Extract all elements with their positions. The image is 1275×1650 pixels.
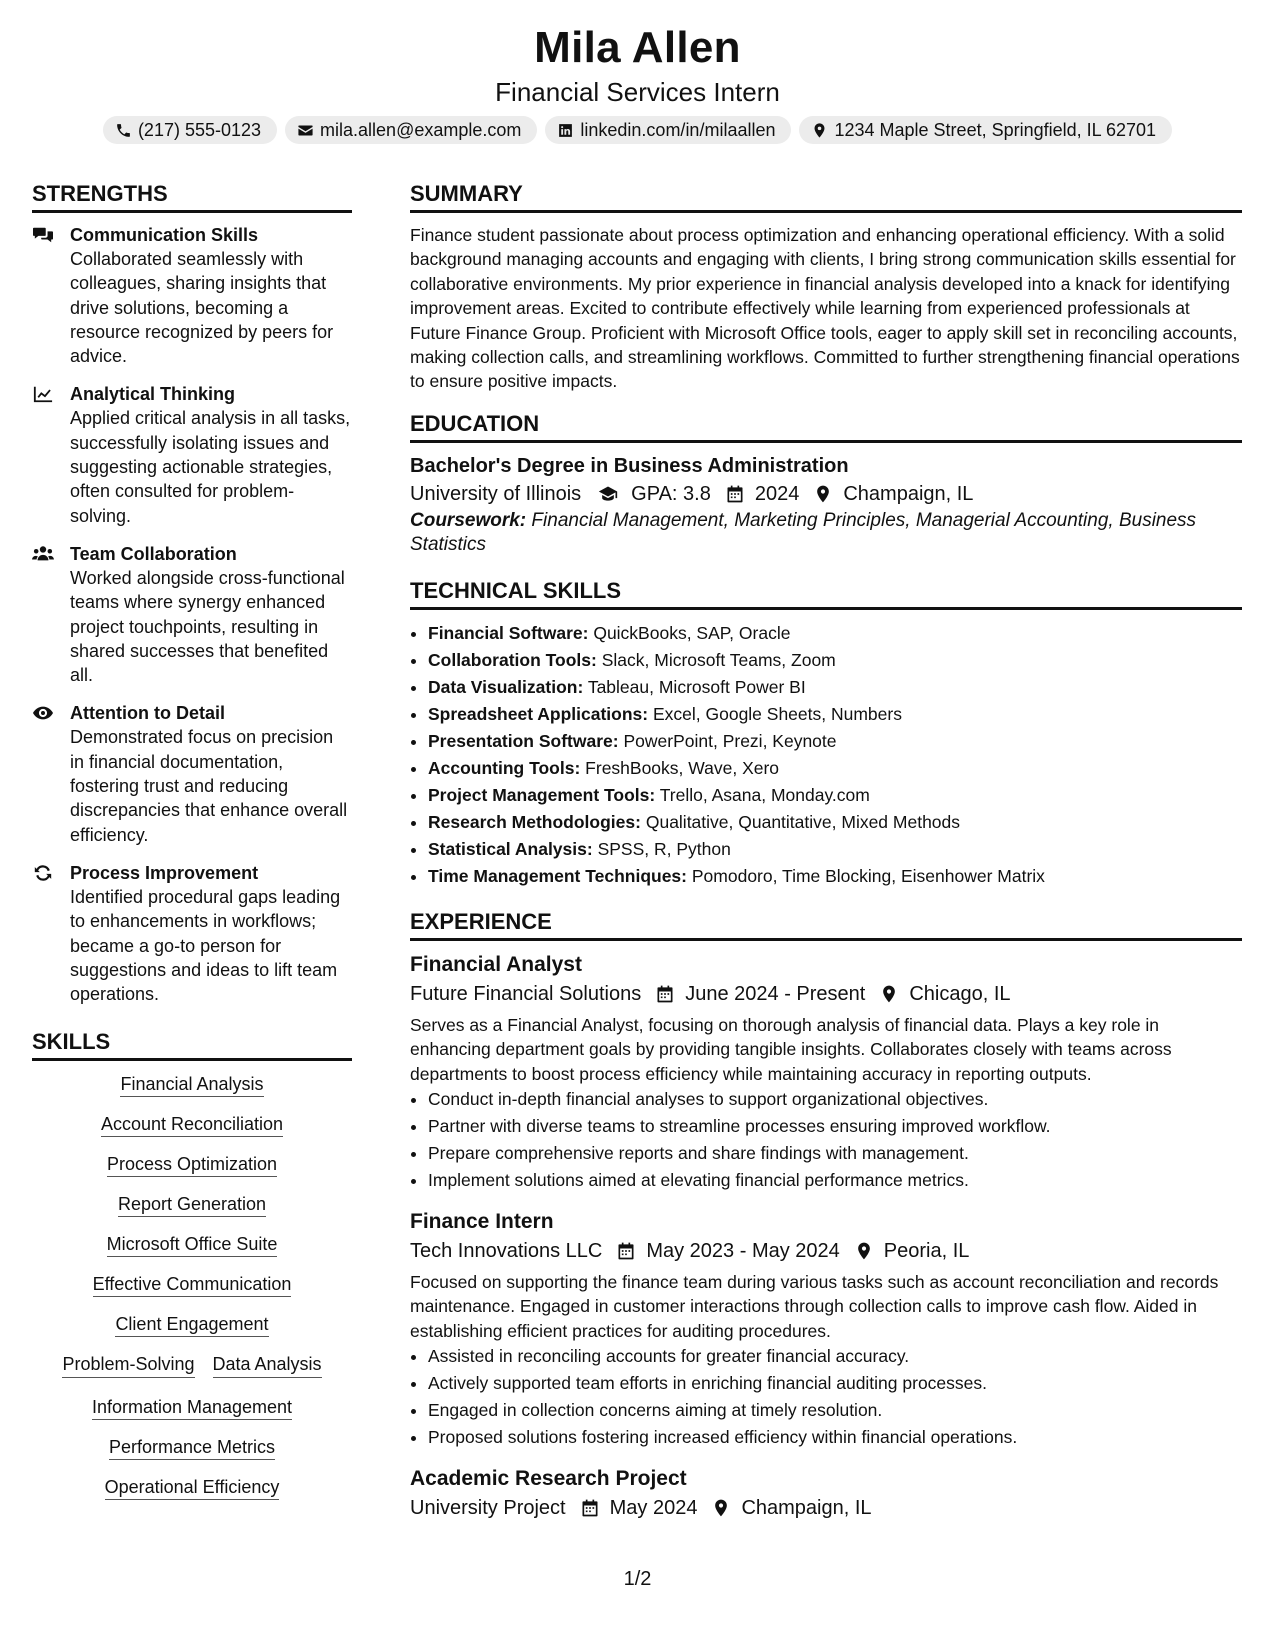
tech-skill-label: Presentation Software: <box>428 730 619 751</box>
refresh-icon <box>32 863 54 883</box>
job-entry <box>410 951 1242 1194</box>
strength-item <box>32 223 352 368</box>
education-degree: Bachelor's Degree in Business Administration <box>410 454 849 477</box>
job-dates: June 2024 - Present <box>685 982 866 1005</box>
job-company: University Project <box>410 1497 566 1520</box>
technical-skills-list <box>410 620 1242 890</box>
job-dates: May 2024 <box>609 1497 698 1520</box>
skill-tag: Client Engagement <box>115 1314 268 1337</box>
list-item: • Assisted in reconciling accounts for greater financial accuracy. <box>428 1343 1242 1370</box>
strength-item <box>32 701 352 846</box>
list-item <box>428 620 1242 647</box>
tech-skill-label: Collaboration Tools: <box>428 649 597 670</box>
tech-skill-label: Spreadsheet Applications: <box>428 703 649 724</box>
skill-tag: Information Management <box>92 1397 292 1420</box>
skill-tag: Financial Analysis <box>120 1074 263 1097</box>
right-column <box>410 180 1242 1537</box>
location-pin-icon <box>711 1498 731 1518</box>
list-item: • Implement solutions aimed at elevating financial performance metrics. <box>428 1167 1242 1194</box>
education-meta <box>410 479 1242 509</box>
tech-skill-value: Pomodoro, Time Blocking, Eisenhower Matrix <box>691 865 1045 886</box>
phone-icon <box>115 122 132 139</box>
contact-linkedin[interactable] <box>545 116 791 144</box>
summary-text: Finance student passionate about process optimization and enhancing operational efficiency. With a solid background managing accounts and engaging with clients, I bring strong communication skills essential for collaborative environments. My prior experience in financial analysis developed into a knack for identifying improvement areas. Excited to contribute effectively while learning from experienced professionals at Future Finance Group. Proficient with Microsoft Office tools, eager to apply skill set in reconciling accounts, making collection calls, and streamlining workflows. Committed to further strengthening financial operations to ensure positive impacts. <box>410 225 1240 392</box>
list-item: • Proposed solutions fostering increased efficiency within financial operations. <box>428 1424 1242 1451</box>
calendar-icon <box>655 984 675 1004</box>
contact-address <box>799 116 1172 144</box>
summary-heading: SUMMARY <box>410 180 1242 213</box>
tech-skill-value: Excel, Google Sheets, Numbers <box>652 703 902 724</box>
strength-title: Attention to Detail <box>70 703 225 724</box>
job-bullets <box>410 1343 1242 1451</box>
candidate-title: Financial Services Intern <box>495 77 780 107</box>
tech-skill-value: PowerPoint, Prezi, Keynote <box>623 730 837 751</box>
skill-tag: Report Generation <box>118 1194 266 1217</box>
strength-title: Process Improvement <box>70 862 259 883</box>
list-item <box>428 728 1242 755</box>
location-pin-icon <box>854 1241 874 1261</box>
list-item <box>428 863 1242 890</box>
resume-header <box>0 0 1275 144</box>
job-bullets <box>410 1086 1242 1194</box>
candidate-name: Mila Allen <box>534 23 741 72</box>
job-meta <box>410 979 1242 1009</box>
skill-tag: Performance Metrics <box>109 1437 275 1460</box>
tech-skill-label: Accounting Tools: <box>428 757 581 778</box>
list-item <box>428 701 1242 728</box>
strength-desc: Applied critical analysis in all tasks, successfully isolating issues and suggesting actionable strategies, often consulted for problem-solving. <box>70 408 351 526</box>
list-item: • Actively supported team efforts in enriching financial auditing processes. <box>428 1370 1242 1397</box>
job-meta <box>410 1493 1242 1523</box>
strength-title: Communication Skills <box>70 225 259 245</box>
strength-title: Team Collaboration <box>70 543 237 564</box>
page-number: 1/2 <box>623 1568 652 1590</box>
tech-skill-label: Data Visualization: <box>428 676 584 697</box>
education-school: University of Illinois <box>410 482 582 505</box>
tech-skill-value: FreshBooks, Wave, Xero <box>585 757 780 778</box>
list-item: • Prepare comprehensive reports and share findings with management. <box>428 1140 1242 1167</box>
tech-skill-label: Financial Software: <box>428 622 589 643</box>
tech-skill-label: Research Methodologies: <box>428 811 641 832</box>
job-dates: May 2023 - May 2024 <box>646 1240 840 1263</box>
strength-desc: Demonstrated focus on precision in financial documentation, fostering trust and reducing discrepancies that enhance overall efficiency. <box>70 727 348 845</box>
linkedin-icon <box>557 122 574 139</box>
skill-tag: Effective Communication <box>93 1274 292 1297</box>
skill-tag: Data Analysis <box>213 1353 322 1378</box>
education-year: 2024 <box>754 482 800 505</box>
strengths-heading: STRENGTHS <box>32 180 352 213</box>
job-company: Future Financial Solutions <box>410 982 642 1005</box>
skill-tag: Operational Efficiency <box>105 1477 280 1500</box>
job-title: Finance Intern <box>410 1210 554 1234</box>
job-description: Serves as a Financial Analyst, focusing on thorough analysis of financial data. Plays a key role in enhancing department goals by providing tangible insights. Collaborates closely with teams across departments to boost process efficiency while maintaining accuracy in reporting outputs. <box>410 1014 1172 1084</box>
chat-bubbles-icon <box>32 225 54 245</box>
tech-skill-value: QuickBooks, SAP, Oracle <box>593 622 791 643</box>
location-pin-icon <box>811 122 828 139</box>
technical-skills-heading: TECHNICAL SKILLS <box>410 577 1242 610</box>
coursework-label: Coursework: <box>410 509 527 531</box>
job-title: Financial Analyst <box>410 952 582 976</box>
education-heading: EDUCATION <box>410 410 1242 443</box>
education-location: Champaign, IL <box>843 482 974 505</box>
left-column <box>32 180 352 1498</box>
job-location: Peoria, IL <box>883 1240 970 1263</box>
job-description: Focused on supporting the finance team during various tasks such as account reconciliation and records maintenance. Engaged in customer interactions through collection calls to improve cash flow. Aided in establishing efficient practices for auditing procedures. <box>410 1272 1219 1341</box>
list-item <box>428 674 1242 701</box>
job-location: Champaign, IL <box>741 1497 872 1520</box>
tech-skill-label: Project Management Tools: <box>428 784 656 805</box>
strength-desc: Collaborated seamlessly with colleagues, sharing insights that drive solutions, becoming a resource recognized by peers for advice. <box>70 249 334 367</box>
users-icon <box>32 544 54 564</box>
skills-list <box>32 1071 352 1498</box>
tech-skill-value: SPSS, R, Python <box>597 838 731 859</box>
contact-bar <box>0 116 1275 144</box>
list-item <box>428 836 1242 863</box>
calendar-icon <box>580 1498 600 1518</box>
skills-heading: SKILLS <box>32 1028 352 1061</box>
contact-email-text: mila.allen@example.com <box>320 120 522 140</box>
skill-tag: Problem-Solving <box>62 1353 194 1378</box>
contact-phone[interactable] <box>103 116 277 144</box>
tech-skill-value: Tableau, Microsoft Power BI <box>587 676 806 697</box>
graduation-cap-icon <box>595 484 621 504</box>
experience-heading: EXPERIENCE <box>410 908 1242 941</box>
job-meta <box>410 1236 1242 1266</box>
education-gpa: GPA: 3.8 <box>631 482 711 505</box>
job-entry <box>410 1208 1242 1451</box>
education-coursework <box>410 509 1242 557</box>
line-chart-icon <box>32 384 54 404</box>
job-location: Chicago, IL <box>909 982 1011 1005</box>
strength-desc: Worked alongside cross-functional teams where synergy enhanced project touchpoints, resulting in shared successes that benefited all. <box>70 567 345 686</box>
skill-tag: Process Optimization <box>107 1154 277 1177</box>
tech-skill-value: Slack, Microsoft Teams, Zoom <box>601 649 836 670</box>
tech-skill-value: Qualitative, Quantitative, Mixed Methods <box>645 811 961 832</box>
list-item <box>428 782 1242 809</box>
strength-item <box>32 861 352 1006</box>
coursework-text: Financial Management, Marketing Principles, Managerial Accounting, Business Statistics <box>410 509 1197 555</box>
list-item: • Engaged in collection concerns aiming at timely resolution. <box>428 1397 1242 1424</box>
job-title: Academic Research Project <box>410 1467 687 1491</box>
envelope-icon <box>297 122 314 139</box>
contact-email[interactable] <box>285 116 537 144</box>
list-item <box>428 647 1242 674</box>
tech-skill-value: Trello, Asana, Monday.com <box>659 784 870 805</box>
contact-phone-text: (217) 555-0123 <box>137 120 262 140</box>
eye-icon <box>32 703 54 723</box>
strength-item <box>32 542 352 687</box>
list-item: • Partner with diverse teams to streamline processes ensuring improved workflow. <box>428 1113 1242 1140</box>
job-entry <box>410 1465 1242 1523</box>
contact-address-text: 1234 Maple Street, Springfield, IL 62701 <box>834 120 1157 140</box>
calendar-icon <box>725 484 745 504</box>
list-item: • Conduct in-depth financial analyses to support organizational objectives. <box>428 1086 1242 1113</box>
location-pin-icon <box>813 484 833 504</box>
strength-item <box>32 382 352 527</box>
skill-tag: Account Reconciliation <box>101 1114 283 1137</box>
contact-linkedin-text: linkedin.com/in/milaallen <box>580 120 776 140</box>
calendar-icon <box>616 1241 636 1261</box>
strength-desc: Identified procedural gaps leading to enhancements in workflows; became a go-to person for suggestions and ideas to lift team operations. <box>70 886 341 1005</box>
job-company: Tech Innovations LLC <box>410 1240 603 1263</box>
skill-tag: Microsoft Office Suite <box>107 1234 278 1257</box>
strength-title: Analytical Thinking <box>70 384 236 405</box>
tech-skill-label: Time Management Techniques: <box>428 865 687 886</box>
location-pin-icon <box>879 984 899 1004</box>
tech-skill-label: Statistical Analysis: <box>428 838 593 859</box>
list-item <box>428 755 1242 782</box>
list-item <box>428 809 1242 836</box>
